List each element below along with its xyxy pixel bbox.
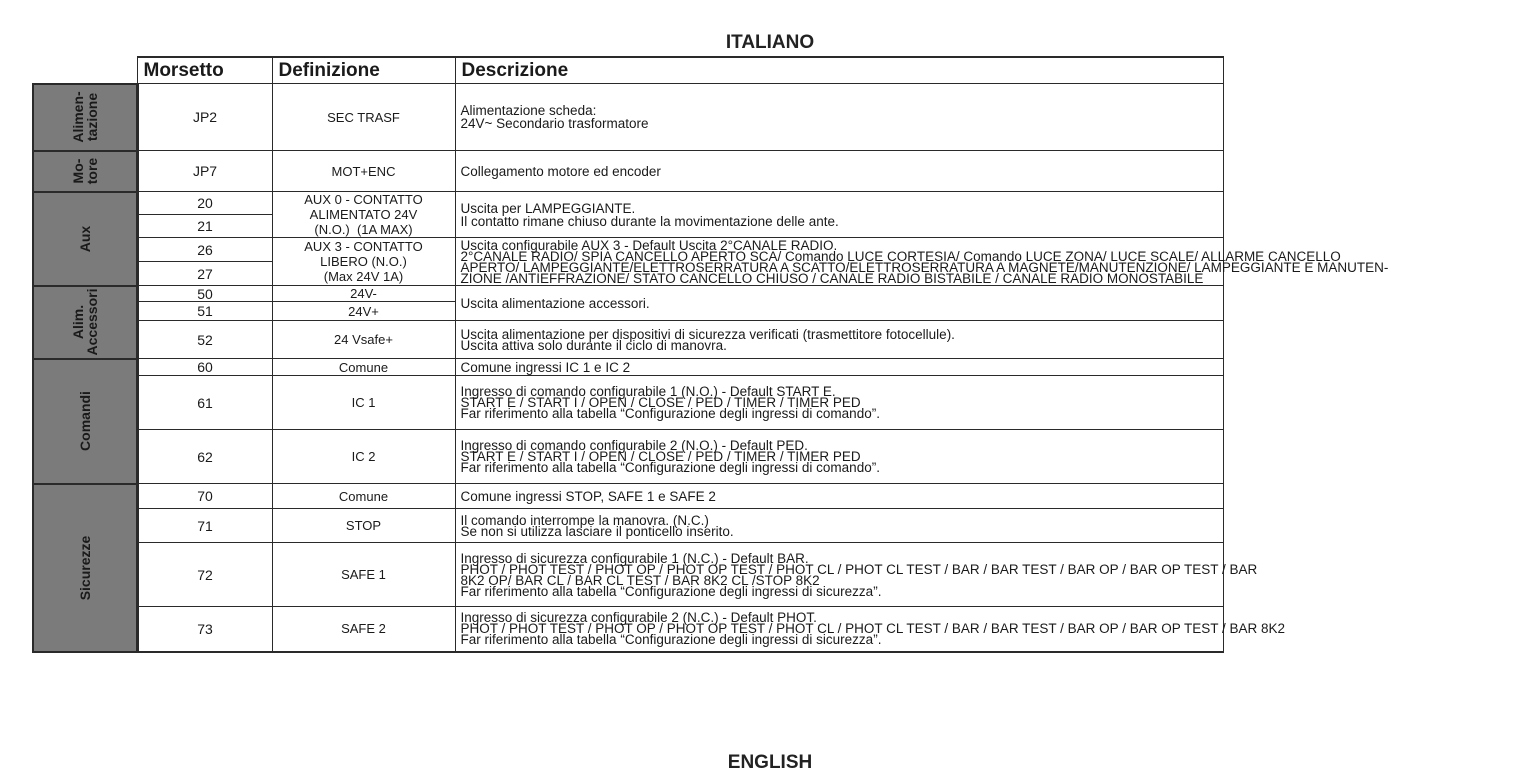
terminal-table bbox=[32, 56, 1389, 653]
definition-cell: 24V+ bbox=[272, 302, 455, 321]
table-row bbox=[33, 84, 1223, 151]
definition-cell: SEC TRASF bbox=[272, 84, 455, 151]
terminal-cell: JP2 bbox=[137, 84, 272, 151]
terminal-cell: JP7 bbox=[137, 151, 272, 192]
description-cell: Comune ingressi STOP, SAFE 1 e SAFE 2 bbox=[455, 484, 1223, 509]
terminal-cell: 60 bbox=[137, 359, 272, 376]
definition-cell: IC 2 bbox=[272, 430, 455, 484]
description-cell: Uscita per LAMPEGGIANTE. Il contatto rimane chiuso durante la movimentazione delle ante. bbox=[455, 192, 1223, 238]
group-comandi bbox=[33, 359, 137, 484]
group-aux bbox=[33, 192, 137, 286]
definition-cell: AUX 3 - CONTATTO LIBERO (N.O.) (Max 24V 1A) bbox=[272, 238, 455, 286]
table-row bbox=[33, 359, 1223, 376]
definition-cell: SAFE 1 bbox=[272, 543, 455, 607]
section-title-english: ENGLISH bbox=[727, 752, 813, 773]
group-label: Aux bbox=[76, 225, 93, 252]
section-title-italiano: ITALIANO bbox=[725, 32, 815, 53]
table-row bbox=[33, 607, 1223, 652]
terminal-cell: 21 bbox=[137, 215, 272, 238]
group-alimentazione bbox=[33, 84, 137, 151]
table-row bbox=[33, 484, 1223, 509]
description-cell: Collegamento motore ed encoder bbox=[455, 151, 1223, 192]
terminal-cell: 20 bbox=[137, 192, 272, 215]
terminal-cell: 51 bbox=[137, 302, 272, 321]
definition-cell: MOT+ENC bbox=[272, 151, 455, 192]
header-corner bbox=[33, 57, 137, 84]
terminal-cell: 62 bbox=[137, 430, 272, 484]
group-motore bbox=[33, 151, 137, 192]
group-label: Mo- tore bbox=[69, 157, 100, 185]
terminal-cell: 50 bbox=[137, 286, 272, 302]
table-row bbox=[33, 376, 1223, 430]
group-label: Comandi bbox=[76, 391, 93, 451]
definition-cell: Comune bbox=[272, 484, 455, 509]
table-row bbox=[33, 509, 1223, 543]
definition-cell: IC 1 bbox=[272, 376, 455, 430]
header-definition: Definizione bbox=[272, 57, 455, 84]
header-description: Descrizione bbox=[455, 57, 1223, 84]
table-row bbox=[33, 238, 1223, 262]
definition-cell: 24V- bbox=[272, 286, 455, 302]
description-cell: Ingresso di sicurezza configurabile 1 (N.C.) - Default BAR. PHOT / PHOT TEST / PHOT OP / PHOT OP TEST / PHOT CL / PHOT CL TEST / BAR / BAR TEST / BAR OP / BAR OP TEST / BAR 8K2 OP/ BAR CL / BAR CL TEST / BAR 8K2 CL /STOP 8K2 Far riferimento alla tabella “Configurazione degli ingressi di sicurezza”. bbox=[455, 543, 1223, 607]
definition-cell: Comune bbox=[272, 359, 455, 376]
description-cell: Il comando interrompe la manovra. (N.C.) Se non si utilizza lasciare il ponticello inserito. bbox=[455, 509, 1223, 543]
definition-cell: 24 Vsafe+ bbox=[272, 321, 455, 359]
table-row bbox=[33, 543, 1223, 607]
group-label: Sicurezze bbox=[76, 535, 93, 600]
definition-cell: SAFE 2 bbox=[272, 607, 455, 652]
description-cell: Ingresso di comando configurabile 1 (N.O.) - Default START E. START E / START I / OPEN / CLOSE / PED / TIMER / TIMER PED Far riferimento alla tabella “Configurazione degli ingressi di comando”. bbox=[455, 376, 1223, 430]
description-cell: Ingresso di comando configurabile 2 (N.O.) - Default PED. START E / START I / OPEN / CLOSE / PED / TIMER / TIMER PED Far riferimento alla tabella “Configurazione degli ingressi di comando”. bbox=[455, 430, 1223, 484]
terminal-cell: 26 bbox=[137, 238, 272, 262]
description-cell: Comune ingressi IC 1 e IC 2 bbox=[455, 359, 1223, 376]
group-alim-accessori bbox=[33, 286, 137, 359]
description-cell: Uscita configurabile AUX 3 - Default Uscita 2°CANALE RADIO. 2°CANALE RADIO/ SPIA CANCELLO APERTO SCA/ Comando LUCE CORTESIA/ Comando LUCE ZONA/ LUCE SCALE/ ALLARME CANCELLO APERTO/ LAMPEGGIANTE/ELETTROSERRATURA A SCATTO/ELETTROSERRATURA A MAGNETE/MANUTENZIONE/ LAMPEGGIANTE E MANUTEN- ZIONE /ANTIEFFRAZIONE/ STATO CANCELLO CHIUSO / CANALE RADIO BISTABILE / CANALE RADIO MONOSTABILE bbox=[455, 238, 1223, 286]
definition-cell: STOP bbox=[272, 509, 455, 543]
terminal-cell: 71 bbox=[137, 509, 272, 543]
table-row bbox=[33, 430, 1223, 484]
table-row bbox=[33, 192, 1223, 215]
table-row bbox=[33, 286, 1223, 302]
terminal-cell: 61 bbox=[137, 376, 272, 430]
group-label: Alim. Accessori bbox=[69, 288, 100, 356]
table-row bbox=[33, 151, 1223, 192]
header-terminal: Morsetto bbox=[137, 57, 272, 84]
definition-cell: AUX 0 - CONTATTO ALIMENTATO 24V (N.O.) (1A MAX) bbox=[272, 192, 455, 238]
terminal-cell: 73 bbox=[137, 607, 272, 652]
group-sicurezze bbox=[33, 484, 137, 652]
terminal-cell: 70 bbox=[137, 484, 272, 509]
table-row bbox=[33, 321, 1223, 359]
terminal-cell: 52 bbox=[137, 321, 272, 359]
description-cell: Uscita alimentazione per dispositivi di sicurezza verificati (trasmettitore fotocellule). Uscita attiva solo durante il ciclo di manovra. bbox=[455, 321, 1223, 359]
table-header-row bbox=[33, 57, 1223, 84]
description-cell: Alimentazione scheda: 24V~ Secondario trasformatore bbox=[455, 84, 1223, 151]
group-label: Alimen- tazione bbox=[69, 91, 100, 143]
terminal-cell: 72 bbox=[137, 543, 272, 607]
description-cell: Ingresso di sicurezza configurabile 2 (N.C.) - Default PHOT. PHOT / PHOT TEST / PHOT OP / PHOT OP TEST / PHOT CL / PHOT CL TEST / BAR / BAR TEST / BAR OP / BAR OP TEST / BAR 8K2 Far riferimento alla tabella “Configurazione degli ingressi di sicurezza”. bbox=[455, 607, 1223, 652]
description-cell: Uscita alimentazione accessori. bbox=[455, 286, 1223, 321]
terminal-cell: 27 bbox=[137, 262, 272, 286]
